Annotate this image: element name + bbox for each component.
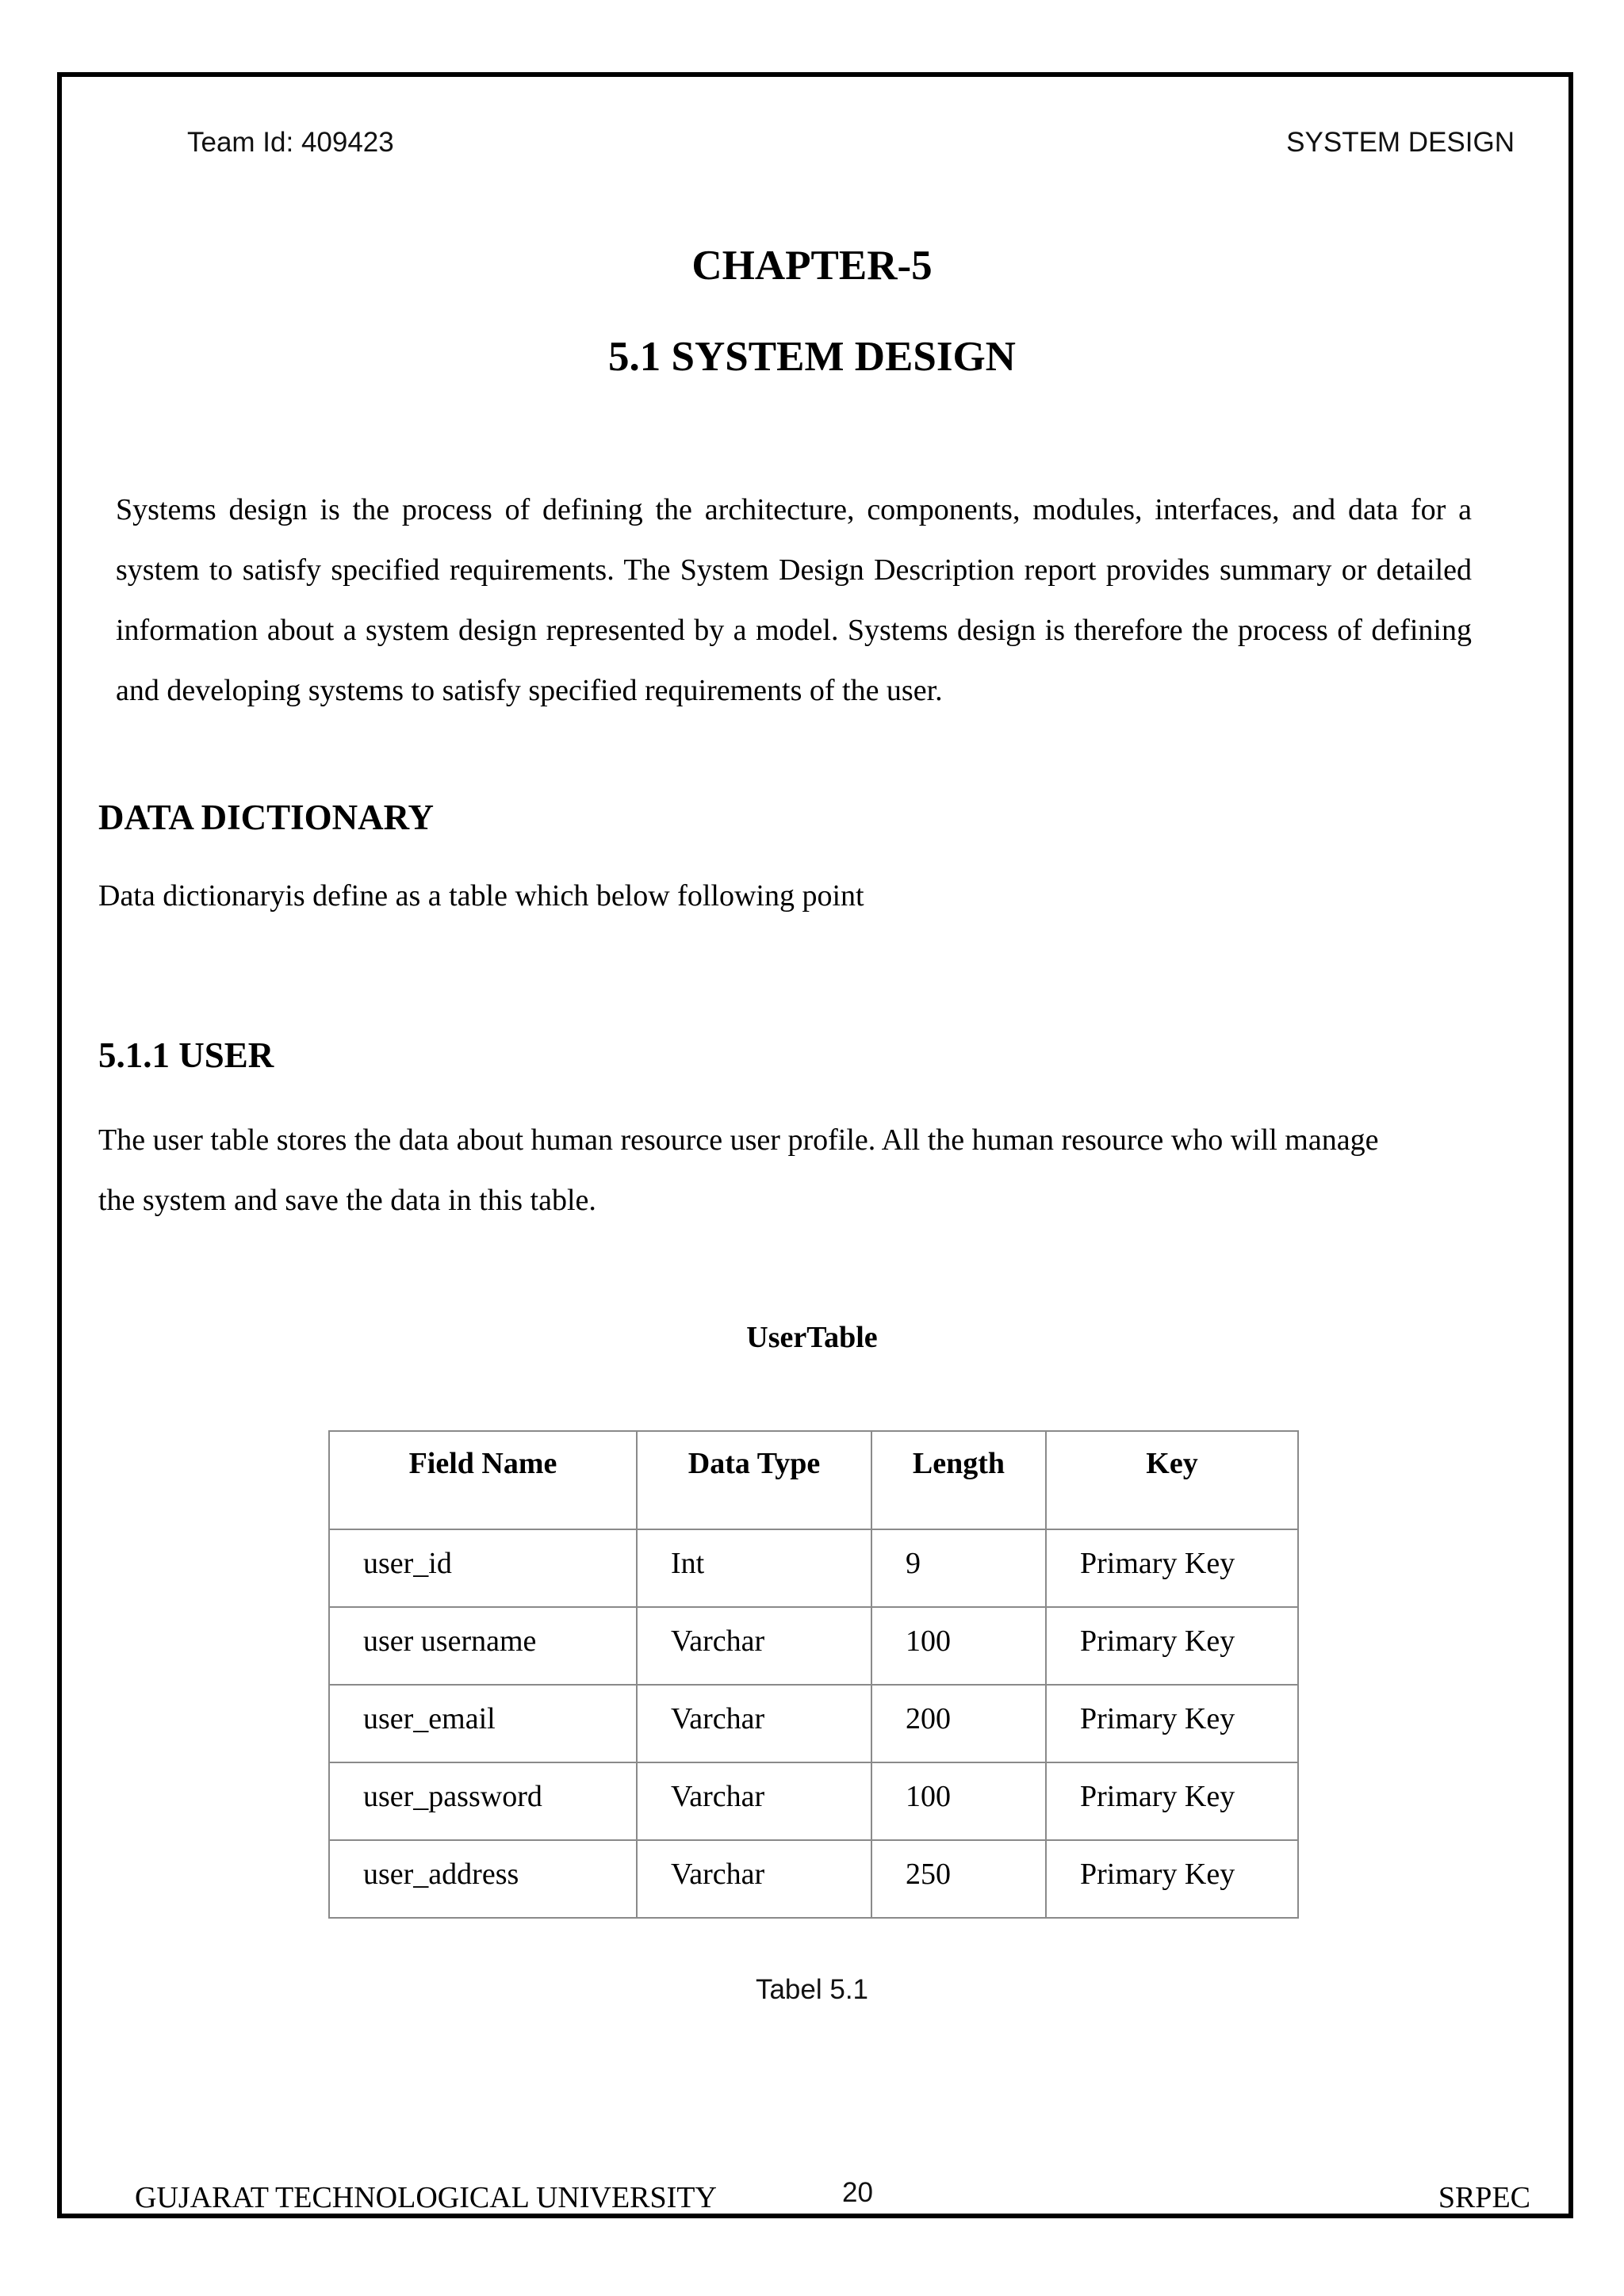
table-row	[329, 1607, 1298, 1685]
table-header-row	[329, 1431, 1298, 1529]
table-cell: Varchar	[637, 1762, 871, 1840]
user-heading: 5.1.1 USER	[98, 1035, 274, 1075]
table-row	[329, 1762, 1298, 1840]
table-cell: 100	[871, 1762, 1046, 1840]
column-header: Data Type	[637, 1431, 871, 1529]
table-caption: Tabel 5.1	[755, 1974, 869, 2005]
table-cell: user_id	[329, 1529, 637, 1607]
table-row	[329, 1685, 1298, 1762]
table-cell: Primary Key	[1046, 1762, 1298, 1840]
table-cell: 200	[871, 1685, 1046, 1762]
table-row	[329, 1840, 1298, 1918]
table-title: UserTable	[746, 1321, 878, 1354]
table-cell: Varchar	[637, 1685, 871, 1762]
footer-college: SRPEC	[1438, 2181, 1530, 2214]
table-cell: Varchar	[637, 1607, 871, 1685]
footer-page-number: 20	[842, 2177, 873, 2208]
data-dictionary-text: Data dictionaryis define as a table which below following point	[98, 879, 864, 913]
user-paragraph: The user table stores the data about human resource user profile. All the human resource who will manage the system and save the data in this table.	[98, 1123, 1379, 1217]
table-cell: Primary Key	[1046, 1685, 1298, 1762]
table-cell: Primary Key	[1046, 1529, 1298, 1607]
chapter-heading: CHAPTER-5	[691, 243, 933, 289]
data-dictionary-heading: DATA DICTIONARY	[98, 798, 435, 837]
table-cell: user_password	[329, 1762, 637, 1840]
section-title: 5.1 SYSTEM DESIGN	[608, 334, 1016, 380]
column-header: Key	[1046, 1431, 1298, 1529]
table-row	[329, 1529, 1298, 1607]
column-header: Length	[871, 1431, 1046, 1529]
column-header: Field Name	[329, 1431, 637, 1529]
table-cell: user_address	[329, 1840, 637, 1918]
header-section: SYSTEM DESIGN	[1286, 127, 1515, 158]
table-cell: 100	[871, 1607, 1046, 1685]
table-cell: user_email	[329, 1685, 637, 1762]
table-cell: Primary Key	[1046, 1840, 1298, 1918]
table-cell: Primary Key	[1046, 1607, 1298, 1685]
table-cell: 9	[871, 1529, 1046, 1607]
table-cell: Int	[637, 1529, 871, 1607]
intro-paragraph: Systems design is the process of defining the architecture, components, modules, interfaces, and data for a system to satisfy specified requirements. The System Design Description report provides summary or detailed information about a system design represented by a model. Systems design is therefore the process of defining and developing systems to satisfy specified requirements of the user.	[116, 493, 1472, 707]
table-cell: user username	[329, 1607, 637, 1685]
footer-university: GUJARAT TECHNOLOGICAL UNIVERSITY	[135, 2181, 717, 2214]
header-team-id: Team Id: 409423	[187, 127, 394, 158]
table-cell: Varchar	[637, 1840, 871, 1918]
user-table	[328, 1430, 1299, 1919]
table-cell: 250	[871, 1840, 1046, 1918]
